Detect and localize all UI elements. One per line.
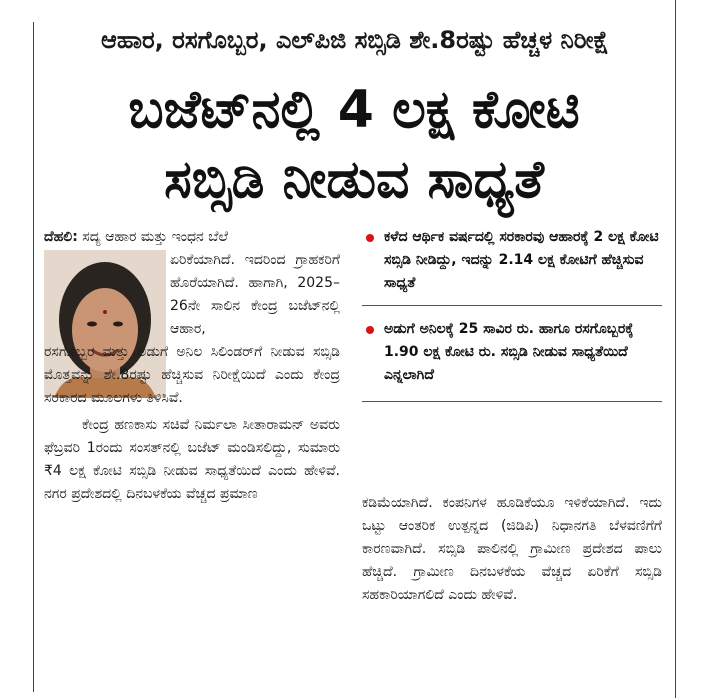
paragraph-third: ಕಡಿಮೆಯಾಗಿದೆ. ಕಂಪನಿಗಳ ಹೂಡಿಕೆಯೂ ಇಳಿಕೆಯಾಗಿದೆ. ಇದು ಒಟ್ಟು ಆಂತರಿಕ ಉತ್ಪನ್ನದ (ಜಿಡಿಪಿ) ನಿಧಾನಗತಿ ಬೆಳವಣಿಗೆಗೆ ಕಾರಣವಾಗಿದೆ. ಸಬ್ಸಿಡಿ ಪಾಲಿನಲ್ಲಿ ಗ್ರಾಮೀಣ ಪ್ರದೇಶದ ಪಾಲು ಹೆಚ್ಚಿದೆ. ಗ್ರಾಮೀಣ ದಿನಬಳಕೆಯ ವೆಚ್ಚದ ಏರಿಕೆಗೆ ಸಬ್ಸಿಡಿ ಸಹಕಾರಿಯಾಗಲಿದೆ ಎಂದು ಹೇಳಿವೆ. [362, 495, 662, 603]
highlight-item [362, 226, 662, 295]
column-border-left [33, 22, 34, 692]
divider [362, 305, 662, 306]
column-border-right [675, 0, 676, 698]
headline-line-1: ಬಜೆಟ್‌ನಲ್ಲಿ 4 ಲಕ್ಷ ಕೋಟಿ [128, 80, 580, 140]
paragraph-second: ಕೇಂದ್ರ ಹಣಕಾಸು ಸಚಿವೆ ನಿರ್ಮಲಾ ಸೀತಾರಾಮನ್ ಅವರು ಫೆಬ್ರವರಿ 1ರಂದು ಸಂಸತ್‌ನಲ್ಲಿ ಬಜೆಟ್ ಮಂಡಿಸಲಿದ್ದು, ಸುಮಾರು ₹4 ಲಕ್ಷ ಕೋಟಿ ಸಬ್ಸಿಡಿ ನೀಡುವ ಸಾಧ್ಯತೆಯಿದೆ ಎಂದು ಹೇಳಿವೆ. ನಗರ ಪ್ರದೇಶದಲ್ಲಿ ದಿನಬಳಕೆಯ ವೆಚ್ಚದ ಪ್ರಮಾಣ [44, 417, 340, 502]
paragraph-continued: ರಸಗೊಬ್ಬರ ಮತ್ತು ಅಡುಗೆ ಅನಿಲ ಸಿಲಿಂಡರ್‌ಗೆ ನೀಡುವ ಸಬ್ಸಿಡಿ ಮೊತ್ತವನ್ನು ಶೇ.8ರಷ್ಟು ಹೆಚ್ಚಿಸುವ ನಿರೀಕ್ಷೆಯಿದೆ ಎಂದು ಕೇಂದ್ರ ಸರಕಾರದ ಮೂಲಗಳು ತಿಳಿಸಿವೆ. [44, 344, 340, 406]
red-dot-icon [366, 326, 374, 334]
divider [362, 401, 662, 402]
headline-line-2: ಸಬ್ಸಿಡಿ ನೀಡುವ ಸಾಧ್ಯತೆ [164, 150, 544, 210]
lead-text: ಸದ್ಯ ಆಹಾರ ಮತ್ತು ಇಂಧನ ಬೆಲೆ [77, 229, 229, 245]
kicker-subheading: ಆಹಾರ, ರಸಗೊಬ್ಬರ, ಎಲ್‌ಪಿಜಿ ಸಬ್ಸಿಡಿ ಶೇ.8ರಷ್ಟು ಹೆಚ್ಚಳ ನಿರೀಕ್ಷೆ [101, 26, 609, 54]
paragraph-lead [44, 226, 340, 249]
highlight-item [362, 318, 662, 387]
paragraph-beside-photo: ಏರಿಕೆಯಾಗಿದೆ. ಇದರಿಂದ ಗ್ರಾಹಕರಿಗೆ ಹೊರೆಯಾಗಿದೆ. ಹಾಗಾಗಿ, 2025–26ನೇ ಸಾಲಿನ ಕೇಂದ್ರ ಬಜೆಟ್‌ನಲ್ಲಿ ಆಹಾರ, [170, 252, 340, 337]
highlight-text: ಅಡುಗೆ ಅನಿಲಕ್ಕೆ 25 ಸಾವಿರ ರು. ಹಾಗೂ ರಸಗೊಬ್ಬರಕ್ಕೆ 1.90 ಲಕ್ಷ ಕೋಟಿ ರು. ಸಬ್ಸಿಡಿ ನೀಡುವ ಸಾಧ್ಯತೆಯಿದೆ ಎನ್ನಲಾಗಿದೆ [384, 321, 634, 383]
highlights-box [362, 226, 662, 402]
red-dot-icon [366, 234, 374, 242]
dateline: ದೆಹಲಿ: [44, 229, 78, 245]
highlight-text: ಕಳೆದ ಆರ್ಥಿಕ ವರ್ಷದಲ್ಲಿ ಸರಕಾರವು ಆಹಾರಕ್ಕೆ 2 ಲಕ್ಷ ಕೋಟಿ ಸಬ್ಸಿಡಿ ನೀಡಿದ್ದು, ಇದನ್ನು 2.14 ಲಕ್ಷ ಕೋಟಿಗೆ ಹೆಚ್ಚಿಸುವ ಸಾಧ್ಯತೆ [384, 229, 659, 291]
article-left-column [44, 226, 340, 506]
